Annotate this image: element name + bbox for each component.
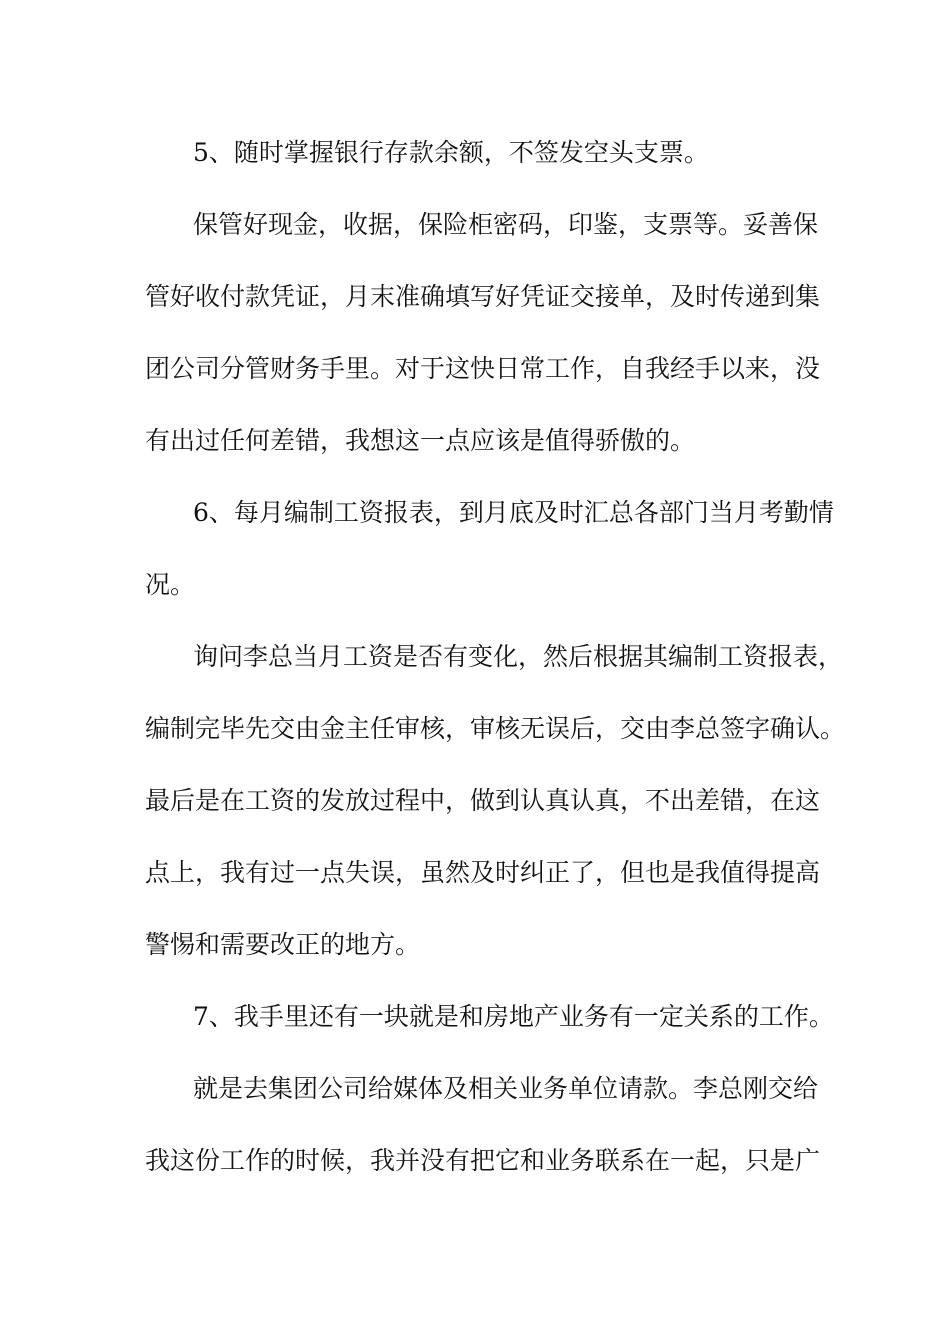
paragraph-line: 最后是在工资的发放过程中，做到认真认真，不出差错，在这 bbox=[145, 786, 821, 815]
paragraph-line: 点上，我有过一点失误，虽然及时纠正了，但也是我值得提高 bbox=[145, 858, 821, 887]
paragraph-line: 询问李总当月工资是否有变化，然后根据其编制工资报表， bbox=[193, 642, 844, 671]
paragraph-line: 况。 bbox=[145, 570, 196, 599]
paragraph-line: 6、每月编制工资报表，到月底及时汇总各部门当月考勤情 bbox=[193, 498, 834, 527]
paragraph-line: 我这份工作的时候，我并没有把它和业务联系在一起，只是广 bbox=[145, 1146, 821, 1175]
paragraph-line: 警惕和需要改正的地方。 bbox=[145, 930, 421, 959]
paragraph-line: 管好收付款凭证，月末准确填写好凭证交接单，及时传递到集 bbox=[145, 282, 821, 311]
paragraph-line: 保管好现金，收据，保险柜密码，印鉴，支票等。妥善保 bbox=[193, 210, 819, 239]
paragraph-line: 7、我手里还有一块就是和房地产业务有一定关系的工作。 bbox=[193, 1002, 834, 1031]
paragraph-line: 团公司分管财务手里。对于这快日常工作，自我经手以来，没 bbox=[145, 354, 821, 383]
paragraph-line: 5、随时掌握银行存款余额，不签发空头支票。 bbox=[193, 138, 709, 167]
paragraph-line: 就是去集团公司给媒体及相关业务单位请款。李总刚交给 bbox=[193, 1074, 819, 1103]
paragraph-line: 有出过任何差错，我想这一点应该是值得骄傲的。 bbox=[145, 426, 696, 455]
paragraph-line: 编制完毕先交由金主任审核，审核无误后，交由李总签字确认。 bbox=[145, 714, 846, 743]
